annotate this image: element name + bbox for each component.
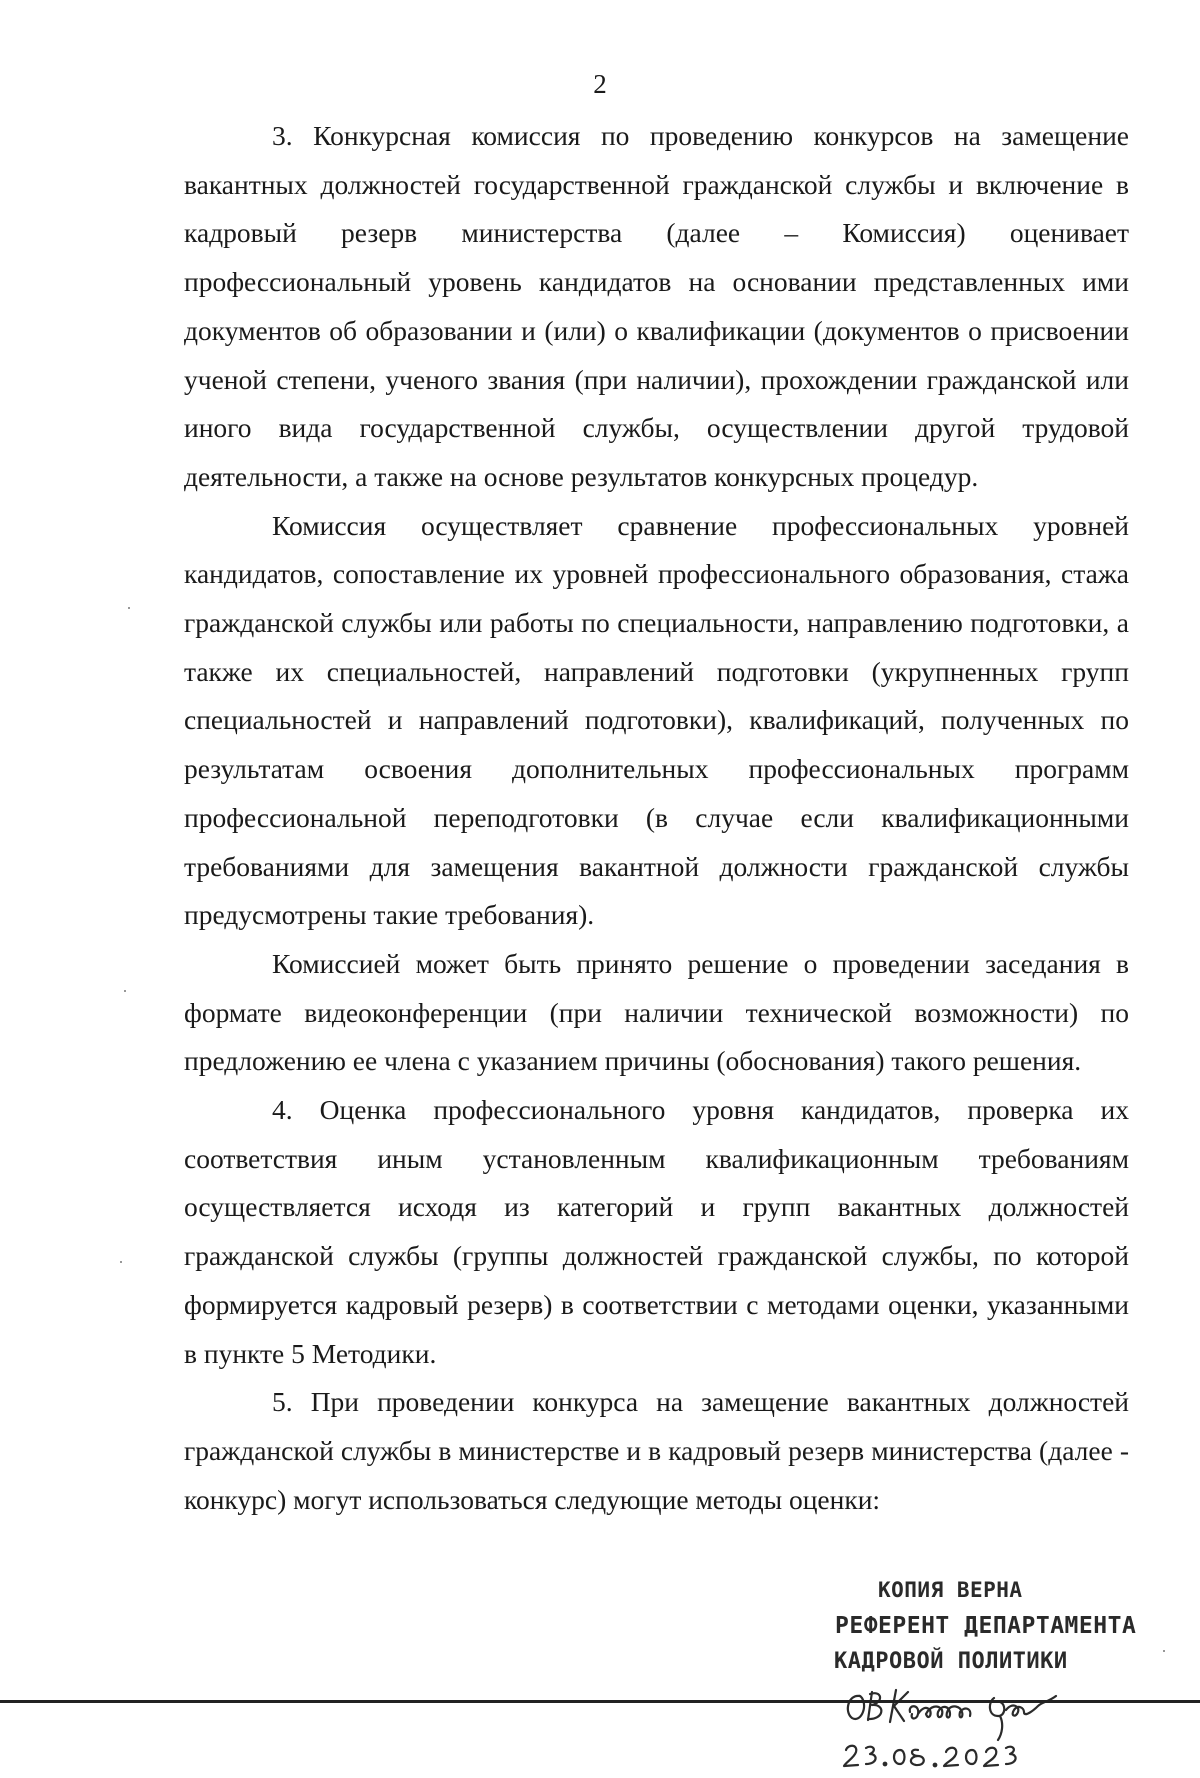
scan-speck — [128, 607, 130, 609]
scan-speck — [124, 990, 126, 992]
stamp-copy-verified: КОПИЯ ВЕРНА — [878, 1578, 1023, 1602]
paragraph-4: 4. Оценка профессионального уровня кандидатов, проверка их соответствия иным установленным квалификационным требованиям осуществляется исходя из категорий и групп вакантных должностей гражданской службы (группы должностей гражданской службы, по которой формируется кадровый резерв) в соответствии с методами оценки, указанными в пункте 5 Методики. — [184, 1094, 1129, 1369]
stamp-department: КАДРОВОЙ ПОЛИТИКИ — [834, 1649, 1068, 1674]
paragraph-5: 5. При проведении конкурса на замещение вакантных должностей гражданской службы в министерстве и в кадровый резерв министерства (далее - конкурс) могут использоваться следующие методы оценки: — [184, 1386, 1129, 1515]
scan-speck — [1163, 1650, 1165, 1652]
paragraph-3: 3. Конкурсная комиссия по проведению конкурсов на замещение вакантных должностей государственной гражданской службы и включение в кадровый резерв министерства (далее – Комиссия) оценивает профессиональный уровень кандидатов на основании представленных ими документов об образовании и (или) о квалификации (документов о присвоении ученой степени, ученого звания (при наличии), прохождении гражданской или иного вида государственной службы, осуществлении другой трудовой деятельности, а также на основе результатов конкурсных процедур. — [184, 120, 1129, 492]
scan-edge-line — [0, 1700, 1200, 1703]
page-number: 2 — [593, 69, 607, 99]
paragraph-videoconference: Комиссией может быть принято решение о проведении заседания в формате видеоконференции (при наличии технической возможности) по предложению ее члена с указанием причины (обоснования) такого решения. — [184, 947, 1129, 1077]
scan-speck — [120, 1261, 122, 1263]
certification-stamp — [820, 1572, 1136, 1680]
paragraph-commission-comparison: Комиссия осуществляет сравнение профессиональных уровней кандидатов, сопоставление их уровней профессионального образования, стажа гражданской службы или работы по специальности, направлению подготовки, а также их специальностей, направлений подготовки (укрупненных групп специальностей и направлений подготовки), квалификаций, полученных по результатам освоения дополнительных профессиональных программ профессиональной переподготовки (в случае если квалификационными требованиями для замещения вакантной должности гражданской службы предусмотрены такие требования). — [184, 509, 1129, 931]
stamp-position: РЕФЕРЕНТ ДЕПАРТАМЕНТА — [835, 1613, 1137, 1639]
document-body — [184, 112, 1129, 1524]
